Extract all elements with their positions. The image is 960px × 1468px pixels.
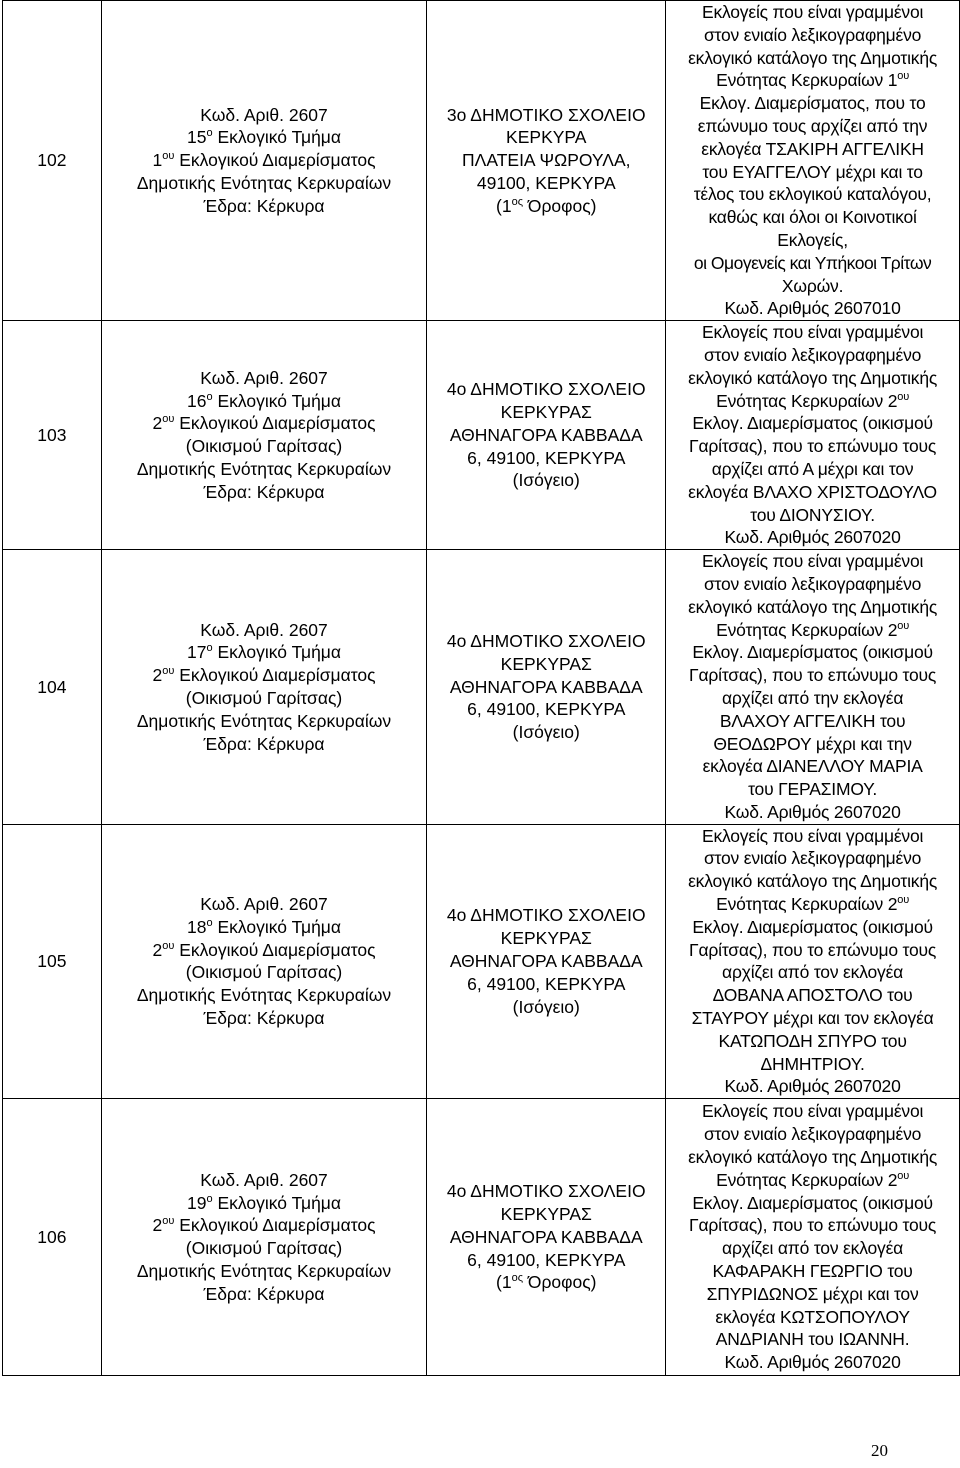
desc-line: εκλογέα ΤΣΑΚΙΡΗ ΑΓΓΕΛΙΚΗ	[701, 138, 924, 159]
table-body	[3, 1, 960, 1376]
desc-line: Γαρίτσας), που το επώνυμο τους	[689, 939, 937, 960]
location-floor: (Ισόγειο)	[512, 996, 580, 1017]
section-cell	[101, 824, 427, 1099]
polling-sections-table	[2, 0, 960, 1376]
desc-line: στον ενιαίο λεξικογραφημένο	[703, 848, 922, 869]
voters-description-cell	[666, 550, 960, 825]
location-postcode: 6, 49100, ΚΕΡΚΥΡΑ	[467, 973, 626, 994]
desc-line: Γαρίτσας), που το επώνυμο τους	[689, 665, 937, 686]
desc-line: στον ενιαίο λεξικογραφημένο	[703, 344, 922, 365]
location-postcode: 6, 49100, ΚΕΡΚΥΡΑ	[467, 699, 626, 720]
row-number: 103	[3, 321, 102, 550]
desc-line: Γαρίτσας), που το επώνυμο τους	[689, 1215, 937, 1236]
section-cell	[101, 321, 427, 550]
section-unit: Δημοτικής Ενότητας Κερκυραίων	[136, 710, 392, 731]
desc-line: Εκλογείς που είναι γραμμένοι	[701, 825, 924, 846]
desc-line: εκλογέα ΒΛΑΧΟ ΧΡΙΣΤΟΔΟΥΛΟ	[688, 481, 937, 502]
desc-line: Εκλογ. Διαμερίσματος (οικισμού	[692, 916, 933, 937]
desc-line: ΑΝΔΡΙΑΝΗ του ΙΩΑΝΝΗ.	[715, 1329, 910, 1350]
desc-code: Κωδ. Αριθμός 2607020	[724, 1352, 901, 1373]
section-cell	[101, 550, 427, 825]
section-settlement: (Οικισμού Γαρίτσας)	[185, 436, 343, 457]
section-district: $2^{o\upsilon}$ Εκλογικού Διαμερίσματος	[152, 665, 376, 686]
desc-line: στον ενιαίο λεξικογραφημένο	[703, 24, 922, 45]
desc-line: Ενότητας Κερκυραίων $2^{o\upsilon}$	[716, 894, 910, 915]
section-seat: Έδρα: Κέρκυρα	[203, 1008, 325, 1029]
location-postcode: 6, 49100, ΚΕΡΚΥΡΑ	[467, 447, 626, 468]
section-settlement: (Οικισμού Γαρίτσας)	[185, 687, 343, 708]
voters-description-cell	[666, 1, 960, 321]
desc-line: αρχίζει από τον εκλογέα	[722, 1238, 904, 1259]
voters-description-cell	[666, 824, 960, 1099]
row-number: 104	[3, 550, 102, 825]
section-district: $2^{o\upsilon}$ Εκλογικού Διαμερίσματος	[152, 939, 376, 960]
desc-line: στον ενιαίο λεξικογραφημένο	[703, 573, 922, 594]
desc-code: Κωδ. Αριθμός 2607020	[724, 801, 901, 822]
location-cell	[427, 824, 666, 1099]
location-school: 4ο ΔΗΜΟΤΙΚΟ ΣΧΟΛΕΙΟ	[446, 905, 646, 926]
voters-description-cell	[666, 321, 960, 550]
section-district: $2^{o\upsilon}$ Εκλογικού Διαμερίσματος	[152, 1215, 376, 1236]
desc-line: οι Ομογενείς και Υπήκοοι Τρίτων	[693, 252, 932, 273]
location-floor: (Ισόγειο)	[512, 722, 580, 743]
desc-line: εκλογικό κατάλογο της Δημοτικής	[688, 47, 938, 68]
section-number: $19^o$ Εκλογικό Τμήμα	[187, 1192, 342, 1213]
section-number: $18^o$ Εκλογικό Τμήμα	[187, 916, 342, 937]
section-code: Κωδ. Αριθ. 2607	[200, 894, 328, 915]
desc-line: εκλογικό κατάλογο της Δημοτικής	[688, 367, 938, 388]
section-code: Κωδ. Αριθ. 2607	[200, 619, 328, 640]
desc-line: ΔΗΜΗΤΡΙΟΥ.	[760, 1053, 865, 1074]
desc-line: Εκλογείς που είναι γραμμένοι	[701, 2, 924, 22]
desc-line: ΘΕΟΔΩΡΟΥ μέχρι και την	[713, 733, 912, 754]
location-floor: ($1^{o\varsigma}$ Όροφος)	[496, 195, 597, 216]
desc-line: εκλογέα ΚΩΤΣΟΠΟΥΛΟΥ	[715, 1306, 910, 1327]
desc-line: Ενότητας Κερκυραίων $2^{o\upsilon}$	[716, 390, 910, 411]
location-city: ΚΕΡΚΥΡΑΣ	[500, 928, 592, 949]
location-postcode: 6, 49100, ΚΕΡΚΥΡΑ	[467, 1249, 626, 1270]
section-unit: Δημοτικής Ενότητας Κερκυραίων	[136, 172, 392, 193]
location-floor: (Ισόγειο)	[512, 470, 580, 491]
section-settlement: (Οικισμού Γαρίτσας)	[185, 962, 343, 983]
desc-line: εκλογικό κατάλογο της Δημοτικής	[688, 871, 938, 892]
desc-line: ΣΠΥΡΙΔΩΝΟΣ μέχρι και τον	[706, 1283, 919, 1304]
desc-line: Χωρών.	[781, 275, 844, 296]
desc-line: ΒΛΑΧΟΥ ΑΓΓΕΛΙΚΗ του	[719, 710, 906, 731]
desc-line: εκλογικό κατάλογο της Δημοτικής	[688, 596, 938, 617]
desc-line: Εκλογείς που είναι γραμμένοι	[701, 322, 924, 343]
page-number: 20	[871, 1441, 888, 1460]
desc-line: ΚΑΤΩΠΟΔΗ ΣΠΥΡΟ του	[718, 1030, 907, 1051]
section-code: Κωδ. Αριθ. 2607	[200, 104, 328, 125]
desc-code: Κωδ. Αριθμός 2607020	[724, 1076, 901, 1097]
row-number: 106	[3, 1099, 102, 1376]
location-street: ΑΘΗΝΑΓΟΡΑ ΚΑΒΒΑΔΑ	[449, 951, 643, 972]
section-unit: Δημοτικής Ενότητας Κερκυραίων	[136, 458, 392, 479]
desc-line: ΣΤΑΥΡΟΥ μέχρι και τον εκλογέα	[691, 1008, 934, 1029]
section-seat: Έδρα: Κέρκυρα	[203, 1283, 325, 1304]
desc-line: Γαρίτσας), που το επώνυμο τους	[689, 436, 937, 457]
location-cell	[427, 1, 666, 321]
desc-line: τέλος του εκλογικού καταλόγου,	[693, 184, 932, 205]
location-city: ΚΕΡΚΥΡΑΣ	[500, 1204, 592, 1225]
location-school: 4ο ΔΗΜΟΤΙΚΟ ΣΧΟΛΕΙΟ	[446, 379, 646, 400]
row-number: 102	[3, 1, 102, 321]
location-street: ΑΘΗΝΑΓΟΡΑ ΚΑΒΒΑΔΑ	[449, 424, 643, 445]
desc-line: ΚΑΦΑΡΑΚΗ ΓΕΩΡΓΙΟ του	[712, 1261, 913, 1282]
table-row	[3, 321, 960, 550]
section-cell	[101, 1099, 427, 1376]
section-district: $1^{o\upsilon}$ Εκλογικού Διαμερίσματος	[152, 150, 376, 171]
desc-line: Εκλογείς,	[777, 229, 848, 250]
table-row	[3, 824, 960, 1099]
desc-code: Κωδ. Αριθμός 2607020	[724, 527, 901, 548]
desc-code: Κωδ. Αριθμός 2607010	[724, 298, 901, 319]
location-city: ΚΕΡΚΥΡΑΣ	[500, 653, 592, 674]
row-number: 105	[3, 824, 102, 1099]
section-cell	[101, 1, 427, 321]
location-postcode: 49100, ΚΕΡΚΥΡΑ	[476, 172, 616, 193]
desc-line: στον ενιαίο λεξικογραφημένο	[703, 1124, 922, 1145]
desc-line: Εκλογ. Διαμερίσματος (οικισμού	[692, 642, 933, 663]
location-street: ΑΘΗΝΑΓΟΡΑ ΚΑΒΒΑΔΑ	[449, 676, 643, 697]
location-cell	[427, 550, 666, 825]
location-school: 4ο ΔΗΜΟΤΙΚΟ ΣΧΟΛΕΙΟ	[446, 630, 646, 651]
section-district: $2^{o\upsilon}$ Εκλογικού Διαμερίσματος	[152, 413, 376, 434]
table-row	[3, 1099, 960, 1376]
location-school: 3ο ΔΗΜΟΤΙΚΟ ΣΧΟΛΕΙΟ	[446, 104, 646, 125]
location-school: 4ο ΔΗΜΟΤΙΚΟ ΣΧΟΛΕΙΟ	[446, 1181, 646, 1202]
desc-line: Ενότητας Κερκυραίων $2^{o\upsilon}$	[716, 1169, 910, 1190]
section-unit: Δημοτικής Ενότητας Κερκυραίων	[136, 1261, 392, 1282]
desc-line: Εκλογ. Διαμερίσματος (οικισμού	[692, 413, 933, 434]
desc-line: επώνυμο τους αρχίζει από την	[697, 115, 928, 136]
desc-line: του ΔΙΟΝΥΣΙΟΥ.	[750, 504, 875, 525]
location-street: ΑΘΗΝΑΓΟΡΑ ΚΑΒΒΑΔΑ	[449, 1226, 643, 1247]
location-cell	[427, 1099, 666, 1376]
desc-line: αρχίζει από τον εκλογέα	[722, 962, 904, 983]
table-row	[3, 1, 960, 321]
location-cell	[427, 321, 666, 550]
desc-line: Εκλογ. Διαμερίσματος, που το	[699, 93, 926, 114]
desc-line: αρχίζει από Α μέχρι και τον	[711, 458, 914, 479]
section-number: $15^o$ Εκλογικό Τμήμα	[187, 127, 342, 148]
section-seat: Έδρα: Κέρκυρα	[203, 481, 325, 502]
section-unit: Δημοτικής Ενότητας Κερκυραίων	[136, 985, 392, 1006]
desc-line: Εκλογείς που είναι γραμμένοι	[701, 1101, 924, 1122]
location-street: ΠΛΑΤΕΙΑ ΨΩΡΟΥΛΑ,	[462, 150, 631, 171]
section-number: $16^o$ Εκλογικό Τμήμα	[187, 390, 342, 411]
desc-line: καθώς και όλοι οι Κοινοτικοί	[708, 207, 917, 228]
section-settlement: (Οικισμού Γαρίτσας)	[185, 1238, 343, 1259]
desc-line: Εκλογείς που είναι γραμμένοι	[701, 551, 924, 572]
desc-line: του ΓΕΡΑΣΙΜΟΥ.	[748, 779, 878, 800]
location-city: ΚΕΡΚΥΡΑΣ	[500, 401, 592, 422]
location-city: ΚΕΡΚΥΡΑ	[506, 127, 587, 148]
desc-line: εκλογικό κατάλογο της Δημοτικής	[688, 1147, 938, 1168]
desc-line: ΔΟΒΑΝΑ ΑΠΟΣΤΟΛΟ του	[712, 985, 913, 1006]
section-seat: Έδρα: Κέρκυρα	[203, 733, 325, 754]
desc-line: Ενότητας Κερκυραίων $2^{o\upsilon}$	[716, 619, 910, 640]
voters-description-cell	[666, 1099, 960, 1376]
section-seat: Έδρα: Κέρκυρα	[203, 195, 325, 216]
section-code: Κωδ. Αριθ. 2607	[200, 367, 328, 388]
desc-line: εκλογέα ΔΙΑΝΕΛΛΟΥ ΜΑΡΙΑ	[702, 756, 923, 777]
table-row	[3, 550, 960, 825]
desc-line: Ενότητας Κερκυραίων $1^{o\upsilon}$	[716, 70, 910, 91]
desc-line: του ΕΥΑΓΓΕΛΟΥ μέχρι και το	[702, 161, 923, 182]
section-code: Κωδ. Αριθ. 2607	[200, 1169, 328, 1190]
desc-line: Εκλογ. Διαμερίσματος (οικισμού	[692, 1192, 933, 1213]
desc-line: αρχίζει από την εκλογέα	[721, 687, 904, 708]
section-number: $17^o$ Εκλογικό Τμήμα	[187, 642, 342, 663]
location-floor: ($1^{o\varsigma}$ Όροφος)	[496, 1272, 597, 1293]
